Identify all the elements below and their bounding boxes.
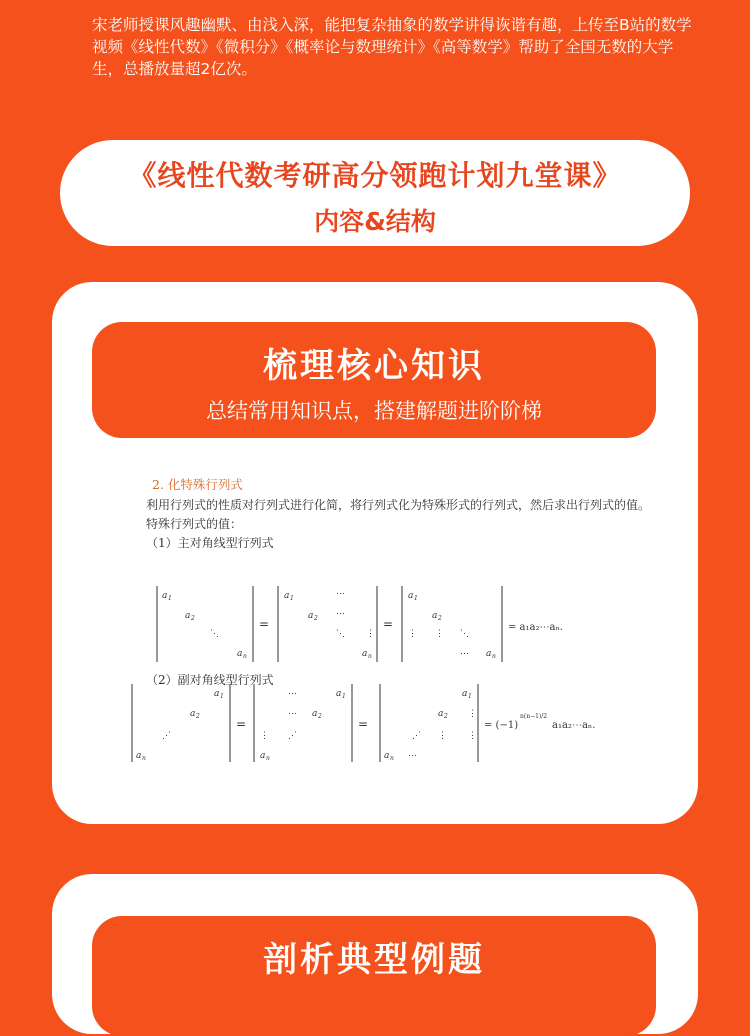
course-title: 《线性代数考研高分领跑计划九堂课》 xyxy=(128,159,622,192)
svg-text:1: 1 xyxy=(468,693,472,700)
svg-text:a: a xyxy=(284,591,290,601)
svg-text:n: n xyxy=(142,755,146,762)
excerpt-item2-label: （2）副对角线型行列式 xyxy=(146,673,274,687)
svg-text:a: a xyxy=(237,649,243,659)
svg-text:a: a xyxy=(336,689,342,699)
svg-text:⋮: ⋮ xyxy=(408,629,417,639)
svg-text:⋯: ⋯ xyxy=(288,689,297,699)
svg-text:⋮: ⋮ xyxy=(260,731,269,741)
svg-text:n: n xyxy=(390,755,394,762)
svg-text:2: 2 xyxy=(191,615,195,622)
svg-text:2: 2 xyxy=(314,615,318,622)
svg-text:2: 2 xyxy=(438,615,442,622)
svg-text:a: a xyxy=(185,611,191,621)
knowledge-subtitle: 总结常用知识点，搭建解题进阶阶梯 xyxy=(206,399,542,423)
examples-heading: 剖析典型例题 xyxy=(263,940,485,980)
svg-text:⋮: ⋮ xyxy=(435,629,444,639)
svg-text:n: n xyxy=(243,653,247,660)
svg-text:a: a xyxy=(260,751,266,761)
main-diagonal-result: = a₁a₂⋯aₙ. xyxy=(508,622,563,633)
excerpt-values-label: 特殊行列式的值： xyxy=(146,517,243,531)
svg-text:1: 1 xyxy=(220,693,224,700)
svg-text:1: 1 xyxy=(168,595,172,602)
main-diagonal-determinants xyxy=(122,584,662,664)
svg-text:⋱: ⋱ xyxy=(460,629,469,639)
svg-text:a: a xyxy=(462,689,468,699)
anti-diagonal-determinants xyxy=(122,682,662,764)
course-title-pill xyxy=(60,140,690,246)
svg-text:=: = xyxy=(383,617,394,631)
svg-text:⋯: ⋯ xyxy=(336,609,345,619)
svg-text:1: 1 xyxy=(290,595,294,602)
svg-text:n: n xyxy=(368,653,372,660)
svg-text:⋱: ⋱ xyxy=(210,629,219,639)
svg-text:a: a xyxy=(312,709,318,719)
excerpt-item1-label: （1）主对角线型行列式 xyxy=(146,536,274,550)
excerpt-paragraph: 利用行列式的性质对行列式进行化简，将行列式化为特殊形式的行列式，然后求出行列式的值。 xyxy=(146,498,651,512)
anti-diagonal-result-tail: a₁a₂⋯aₙ. xyxy=(552,720,596,731)
svg-text:a: a xyxy=(486,649,492,659)
svg-text:⋯: ⋯ xyxy=(336,589,345,599)
svg-text:⋯: ⋯ xyxy=(408,751,417,761)
svg-text:⋮: ⋮ xyxy=(468,731,477,741)
textbook-excerpt xyxy=(122,472,662,762)
svg-text:a: a xyxy=(214,689,220,699)
intro-paragraph: 宋老师授课风趣幽默、由浅入深，能把复杂抽象的数学讲得诙谐有趣，上传至B站的数学视频《线性代数》《微积分》《概率论与数理统计》《高等数学》帮助了全国无数的大学生，总播放量超2亿次。 xyxy=(92,16,692,78)
svg-text:a: a xyxy=(190,709,196,719)
svg-text:n: n xyxy=(266,755,270,762)
knowledge-card xyxy=(52,282,698,824)
examples-banner xyxy=(92,916,656,1036)
svg-text:⋰: ⋰ xyxy=(288,731,297,741)
svg-text:a: a xyxy=(362,649,368,659)
svg-text:1: 1 xyxy=(414,595,418,602)
svg-text:n: n xyxy=(492,653,496,660)
svg-text:2: 2 xyxy=(196,713,200,720)
svg-text:a: a xyxy=(432,611,438,621)
svg-text:a: a xyxy=(162,591,168,601)
svg-text:a: a xyxy=(408,591,414,601)
svg-text:a: a xyxy=(438,709,444,719)
svg-text:⋰: ⋰ xyxy=(162,731,171,741)
svg-text:a: a xyxy=(308,611,314,621)
svg-text:a: a xyxy=(136,751,142,761)
svg-text:=: = xyxy=(259,617,270,631)
anti-diagonal-result: = (−1) xyxy=(484,720,519,731)
svg-text:2: 2 xyxy=(444,713,448,720)
svg-text:⋮: ⋮ xyxy=(468,709,477,719)
excerpt-section-title: 2. 化特殊行列式 xyxy=(152,477,243,492)
svg-text:⋯: ⋯ xyxy=(460,649,469,659)
examples-card xyxy=(52,874,698,1034)
svg-text:=: = xyxy=(236,717,247,731)
knowledge-heading: 梳理核心知识 xyxy=(263,346,485,386)
svg-text:⋮: ⋮ xyxy=(366,629,375,639)
svg-text:1: 1 xyxy=(342,693,346,700)
svg-text:a: a xyxy=(384,751,390,761)
svg-text:⋰: ⋰ xyxy=(412,731,421,741)
svg-text:⋯: ⋯ xyxy=(288,709,297,719)
anti-diagonal-exponent: n(n−1)/2 xyxy=(520,713,548,720)
svg-text:⋮: ⋮ xyxy=(438,731,447,741)
svg-text:2: 2 xyxy=(318,713,322,720)
svg-text:=: = xyxy=(358,717,369,731)
svg-text:⋱: ⋱ xyxy=(336,629,345,639)
knowledge-banner xyxy=(92,322,656,438)
course-title-sub: 内容&结构 xyxy=(314,207,436,236)
